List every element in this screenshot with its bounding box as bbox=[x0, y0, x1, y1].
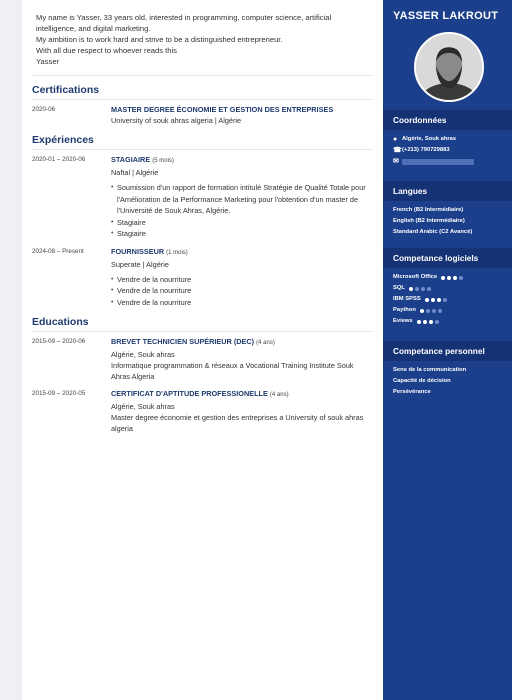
intro-line: With all due respect to whoever reads this bbox=[36, 46, 177, 55]
language-item: French (B2 Intermédiaire) bbox=[393, 207, 464, 213]
logiciels-title: Competance logiciels bbox=[383, 248, 512, 268]
bullet-list bbox=[111, 182, 373, 240]
certifications-title: Certifications bbox=[32, 84, 373, 100]
educations-title: Educations bbox=[32, 316, 373, 332]
email-redacted bbox=[402, 159, 474, 165]
entry-title: STAGIAIRE bbox=[111, 155, 151, 164]
software-item bbox=[393, 283, 502, 294]
level-dot bbox=[431, 298, 435, 302]
software-name: SQL bbox=[393, 285, 405, 291]
entry-description: Master degree économie et gestion des entreprises a University of souk ahras algeria bbox=[111, 413, 364, 433]
software-name: Microsoft Office bbox=[393, 274, 438, 280]
entry-subtitle: Naftal | Algérie bbox=[111, 168, 159, 177]
bullet-item: • Stagiaire bbox=[111, 228, 373, 240]
phone-row bbox=[393, 145, 502, 156]
software-item bbox=[393, 305, 502, 316]
profile-photo bbox=[414, 32, 484, 102]
language-list bbox=[383, 201, 512, 238]
entry-date: 2015-09 – 2020-05 bbox=[32, 390, 86, 397]
language-item: Standard Arabic (C2 Avancé) bbox=[393, 229, 473, 235]
entry-title: CERTIFICAT D'APTITUDE PROFESSIONELLE bbox=[111, 389, 268, 398]
certification-entry bbox=[32, 104, 373, 126]
level-dot bbox=[432, 309, 436, 313]
map-pin-icon: ● bbox=[393, 136, 398, 143]
skill-level bbox=[409, 287, 433, 291]
level-dot bbox=[420, 309, 424, 313]
phone-text: (+213) 790729883 bbox=[402, 147, 450, 153]
envelope-icon: ✉ bbox=[393, 158, 399, 165]
skill-level bbox=[420, 309, 444, 313]
bullet-item: • Stagiaire bbox=[111, 217, 373, 229]
entry-subtitle: Superate | Algérie bbox=[111, 259, 169, 269]
skill-level bbox=[417, 320, 441, 324]
intro-line: Yasser bbox=[36, 57, 60, 66]
entry-subtitle: University of souk ahras algeria | Algérie bbox=[111, 116, 242, 125]
language-item: English (B2 Intermédiaire) bbox=[393, 218, 465, 224]
level-dot bbox=[427, 287, 431, 291]
bullet-item: • Soumission d'un rapport de formation intitulé Stratégie de Qualité Totale pour l'Amélioration de la Performance Marketing pour l'obtention d'un master de l'Université de Souk Ahras, Algérie. bbox=[111, 182, 373, 217]
level-dot bbox=[421, 287, 425, 291]
level-dot bbox=[429, 320, 433, 324]
coordonnees-title: Coordonnées bbox=[383, 110, 512, 130]
level-dot bbox=[447, 276, 451, 280]
software-name: Paython bbox=[393, 307, 416, 313]
level-dot bbox=[438, 309, 442, 313]
software-name: Eviews bbox=[393, 318, 413, 324]
level-dot bbox=[459, 276, 463, 280]
education-entry bbox=[32, 388, 373, 434]
personal-skill-item: Capacité de décision bbox=[393, 378, 451, 384]
level-dot bbox=[415, 287, 419, 291]
bullet-list bbox=[111, 274, 373, 309]
main-column bbox=[22, 0, 383, 700]
entry-description: Informatique programmation & réseaux a Vocational Training Institute Souk Ahras Algeria bbox=[111, 361, 354, 381]
experiences-title: Expériences bbox=[32, 134, 373, 150]
entry-duration: (4 ans) bbox=[269, 392, 289, 398]
software-name: IBM SPSS bbox=[393, 296, 421, 302]
entry-date: 2020-06 bbox=[32, 106, 56, 113]
entry-duration: (1 mois) bbox=[166, 249, 188, 256]
experience-entry bbox=[32, 154, 373, 240]
software-item bbox=[393, 294, 502, 305]
level-dot bbox=[409, 287, 413, 291]
candidate-name: YASSER LAKROUT bbox=[393, 10, 499, 22]
bullet-item: • Vendre de la nourriture bbox=[111, 297, 373, 309]
software-item bbox=[393, 272, 502, 283]
level-dot bbox=[417, 320, 421, 324]
location-text: Algérie, Souk ahras bbox=[402, 136, 457, 142]
skill-level bbox=[425, 298, 449, 302]
resume-page bbox=[22, 0, 512, 700]
personal-skill-item: Persévérance bbox=[393, 389, 431, 395]
software-list bbox=[383, 268, 512, 327]
entry-subtitle: Algérie, Souk ahras bbox=[111, 402, 175, 411]
personal-skills-list bbox=[383, 361, 512, 398]
entry-date: 2024-08 – Present bbox=[32, 247, 84, 255]
personal-skill-item: Sens de la communication bbox=[393, 367, 467, 373]
sidebar bbox=[383, 0, 512, 700]
entry-date: 2015-09 – 2020-06 bbox=[32, 338, 86, 345]
bullet-item: • Vendre de la nourriture bbox=[111, 285, 373, 297]
entry-title: FOURNISSEUR bbox=[111, 246, 165, 256]
entry-duration: (4 ans) bbox=[256, 340, 275, 346]
entry-date: 2020-01 – 2020-06 bbox=[32, 156, 86, 163]
intro-line: My name is Yasser, 33 years old, interested in programming, computer science, artificial intelligence, and digital marketing. bbox=[36, 13, 332, 33]
email-row bbox=[393, 156, 502, 167]
level-dot bbox=[426, 309, 430, 313]
langues-title: Langues bbox=[383, 181, 512, 201]
entry-title: MASTER DEGREE ÉCONOMIE ET GESTION DES ENTREPRISES bbox=[111, 105, 334, 114]
intro-line: My ambition is to work hard and strive to be a distinguished entrepreneur. bbox=[36, 35, 283, 44]
education-entry bbox=[32, 336, 373, 382]
level-dot bbox=[425, 298, 429, 302]
level-dot bbox=[435, 320, 439, 324]
entry-subtitle: Algérie, Souk ahras bbox=[111, 350, 175, 359]
phone-icon: ☎ bbox=[393, 147, 402, 154]
level-dot bbox=[437, 298, 441, 302]
personnel-title: Competance personnel bbox=[383, 341, 512, 361]
contact-list bbox=[383, 130, 512, 167]
bullet-item: • Vendre de la nourriture bbox=[111, 274, 373, 286]
entry-title: BREVET TECHNICIEN SUPÉRIEUR (DEC) bbox=[111, 337, 255, 346]
intro-text bbox=[32, 0, 373, 76]
location-row bbox=[393, 134, 502, 145]
level-dot bbox=[443, 298, 447, 302]
software-item bbox=[393, 316, 502, 327]
level-dot bbox=[453, 276, 457, 280]
level-dot bbox=[441, 276, 445, 280]
entry-duration: (5 mois) bbox=[152, 158, 174, 164]
experience-entry bbox=[32, 246, 373, 309]
skill-level bbox=[441, 276, 465, 280]
level-dot bbox=[423, 320, 427, 324]
